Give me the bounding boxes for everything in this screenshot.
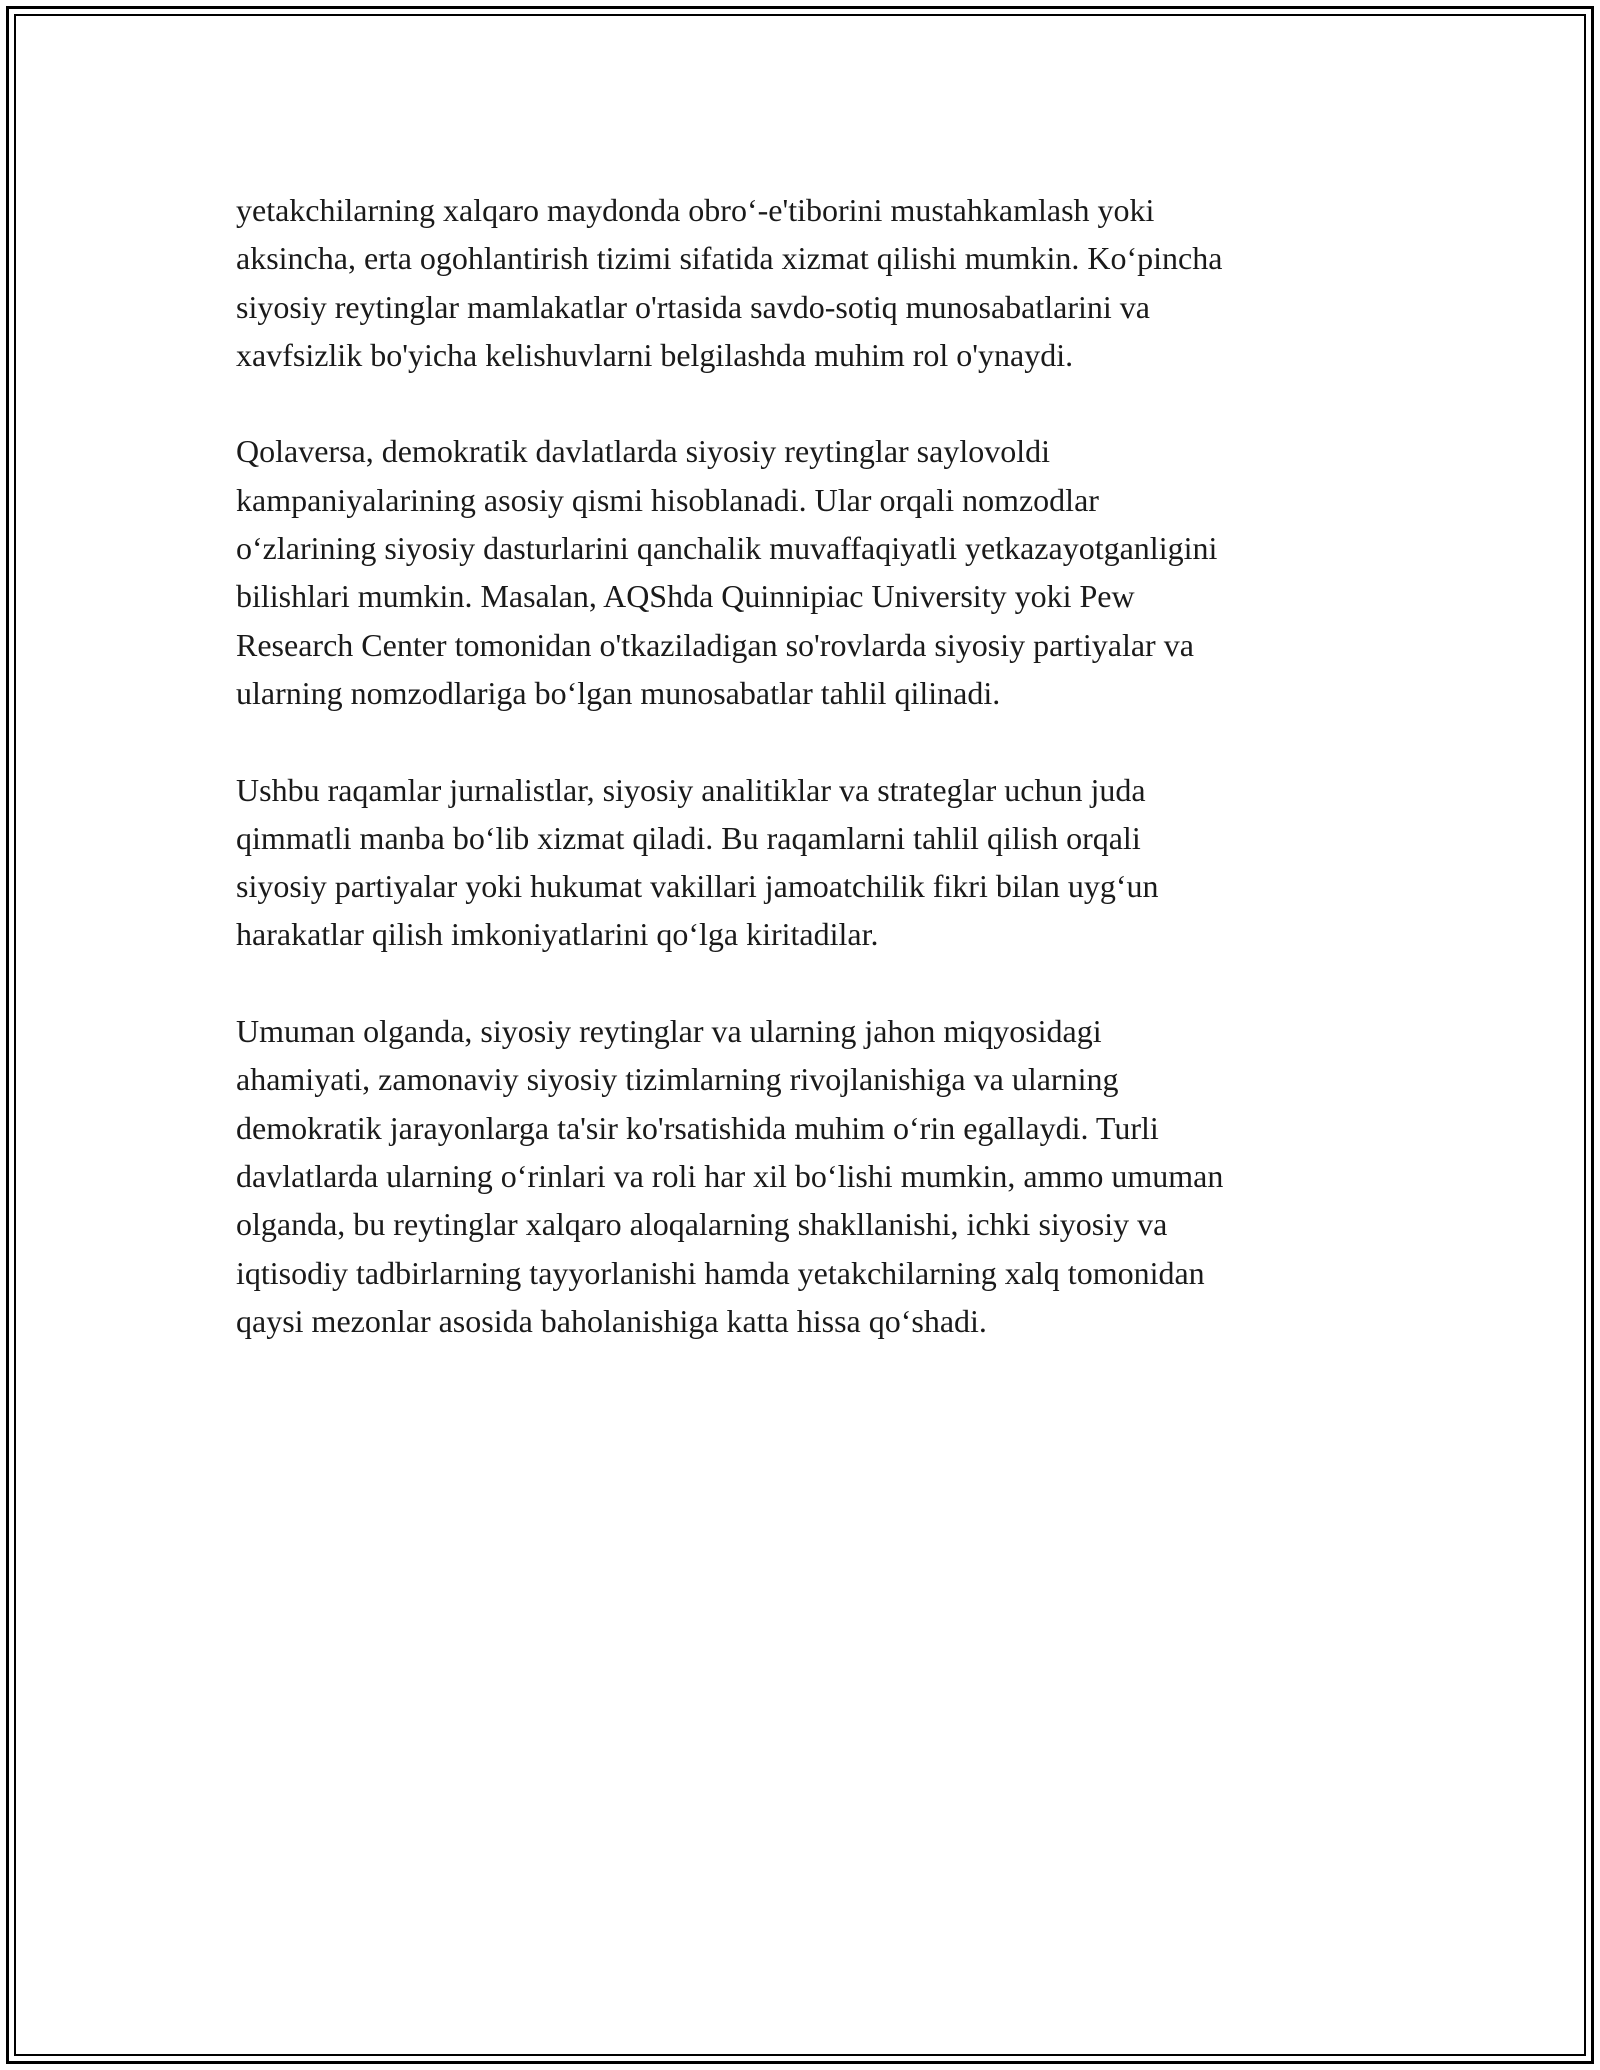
paragraph-3: Ushbu raqamlar jurnalistlar, siyosiy analitiklar va strateglar uchun juda qimmatli manba bo‘lib xizmat qiladi. Bu raqamlarni tahlil qilish orqali siyosiy partiyalar yoki hukumat vakillari jamoatchilik fikri bilan uyg‘un harakatlar qilish imkoniyatlarini qo‘lga kiritadilar. [236,771,1159,953]
paragraph-2: Qolaversa, demokratik davlatlarda siyosiy reytinglar saylovoldi kampaniyalarining asosiy qismi hisoblanadi. Ular orqali nomzodlar o‘zlarining siyosiy dasturlarini qanchalik muvaffaqiyatli yetkazayotganligini bilishlari mumkin. Masalan, AQShda Quinnipiac University yoki Pew Research Center tomonidan o'tkaziladigan so'rovlarda siyosiy partiyalar va ularning nomzodlariga bo‘lgan munosabatlar tahlil qilinadi. [236,433,1218,711]
paragraph-1: yetakchilarning xalqaro maydonda obro‘-e'tiborini mustahkamlash yoki aksincha, erta ogohlantirish tizimi sifatida xizmat qilishi mumkin. Ko‘pincha siyosiy reytinglar mamlakatlar o'rtasida savdo-sotiq munosabatlarini va xavfsizlik bo'yicha kelishuvlarni belgilashda muhim rol o'ynaydi. [236,192,1223,373]
paragraph-4: Umuman olganda, siyosiy reytinglar va ularning jahon miqyosidagi ahamiyati, zamonaviy siyosiy tizimlarning rivojlanishiga va ularning demokratik jarayonlarga ta'sir ko'rsatishida muhim o‘rin egallaydi. Turli davlatlarda ularning o‘rinlari va roli har xil bo‘lishi mumkin, ammo umuman olganda, bu reytinglar xalqaro aloqalarning shakllanishi, ichki siyosiy va iqtisodiy tadbirlarning tayyorlanishi hamda yetakchilarning xalq tomonidan qaysi mezonlar asosida baholanishiga katta hissa qo‘shadi. [236,1013,1224,1339]
document-body [236,186,1376,1393]
